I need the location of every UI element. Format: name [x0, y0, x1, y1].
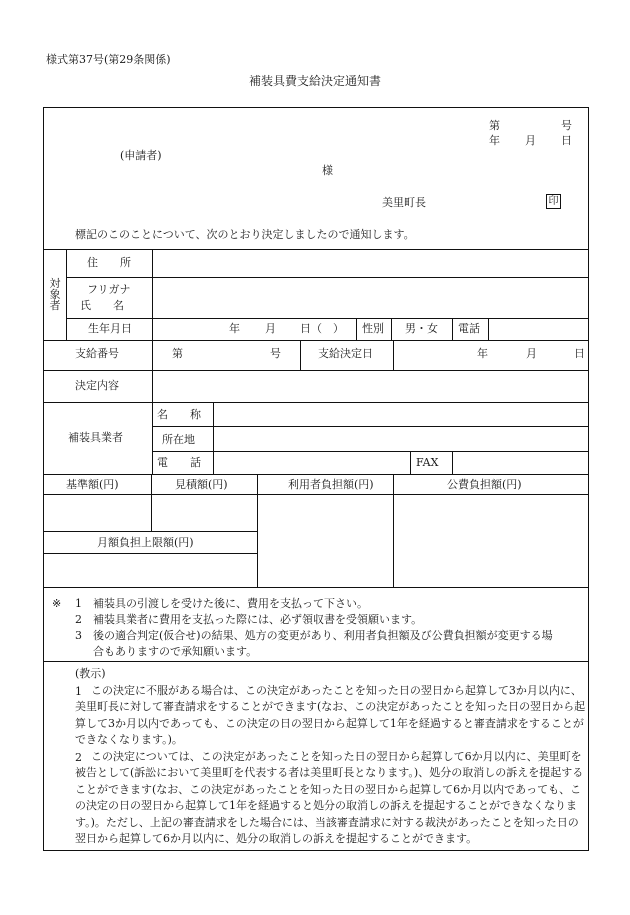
birth-tsuki: 月 [265, 322, 276, 335]
teaching-2-text: この決定については、この決定があったことを知った日の翌日から起算して6か月以内に、美里町を被告として(訴訟において美里町を代表する者は美里町長となります。)、処分の取消しの訴えを提起することができます(なお、この決定があったことを知った日の翌日から起算して6か月以内であっても、この決定の日の翌日から起算して1年を経過すると処分の取消しの訴えを提起することができなくなります。)。ただし、上記の審査請求をした場合には、当該審査請求に対する裁決があったことを知った日の翌日から起算して6か月以内に、処分の取消しの訴えを提起することができます。 [75, 750, 584, 846]
applicant-sama: 様 [322, 164, 333, 177]
payment-tsuki: 月 [526, 347, 537, 360]
document-title: 補装具費支給決定通知書 [248, 74, 381, 88]
birth-hi: 日（ ） [300, 322, 344, 335]
sex-label: 性別 [362, 322, 384, 335]
rule-vendor-label-col [152, 402, 153, 474]
decision-label: 決定内容 [75, 379, 119, 392]
notes-mark: ※ [52, 597, 62, 610]
rule-amount-row-bottom [43, 531, 257, 532]
rule-subject-group [66, 249, 67, 340]
vendor-fax-label: FAX [416, 456, 439, 469]
rule-header-bottom [43, 249, 589, 250]
subject-group-label: 対象者 [49, 277, 61, 312]
rule-vendor-bottom [43, 474, 589, 475]
birth-nen: 年 [229, 322, 240, 335]
teaching-1-num: 1 [75, 685, 82, 698]
rule-phone-label-left [452, 318, 453, 340]
vendor-name-label: 名 称 [157, 408, 201, 421]
issuer-name: 美里町長 [382, 196, 426, 209]
rule-payment-mid [300, 340, 301, 370]
rule-vendor-sub-col [213, 402, 214, 474]
header-go: 号 [561, 119, 572, 132]
vendor-location-label: 所在地 [162, 433, 195, 446]
seal-mark: 印 [546, 194, 561, 209]
rule-sex-value-left [391, 318, 392, 340]
header-dai: 第 [489, 119, 500, 132]
rule-phone-value-left [488, 318, 489, 340]
rule-cap-header-bottom [43, 553, 257, 554]
note-2-text: 補装具業者に費用を支払った際には、必ず領収書を受領願います。 [93, 613, 423, 626]
vendor-phone-label: 電 話 [157, 456, 201, 469]
form-number: 様式第37号(第29条関係) [46, 53, 171, 66]
payment-date-label: 支給決定日 [318, 347, 373, 360]
rule-vendor-name-bottom [152, 426, 589, 427]
note-1-text: 補装具の引渡しを受けた後に、費用を支払って下さい。 [93, 597, 368, 610]
rule-notes-bottom [43, 661, 589, 662]
intro-text: 標記のこのことについて、次のとおり決定しましたので通知します。 [75, 228, 415, 241]
standard-amount-header: 基準額(円) [66, 478, 119, 491]
note-2-num: 2 [75, 613, 82, 626]
user-burden-header: 利用者負担額(円) [288, 478, 374, 491]
rule-vendor-location-bottom [152, 451, 589, 452]
phone-label: 電話 [458, 322, 480, 335]
teaching-1-text: この決定に不服がある場合は、この決定があったことを知った日の翌日から起算して3か月以内に、美里町長に対して審査請求をすることができます(なお、この決定があったことを知った日の翌日から起算して3か月以内であっても、この決定の日の翌日から起算して1年を経過すると審査請求をすることができなくなります。)。 [75, 684, 586, 747]
header-nen: 年 [489, 134, 500, 147]
rule-fax-left [410, 451, 411, 474]
payment-dai: 第 [172, 347, 183, 360]
sex-value: 男・女 [405, 322, 438, 335]
rule-name-bottom [66, 318, 589, 319]
rule-amount-col3 [393, 474, 394, 587]
furigana-label: フリガナ [87, 283, 131, 296]
payment-go: 号 [270, 347, 281, 360]
header-hi: 日 [561, 134, 572, 147]
applicant-label: (申請者) [120, 149, 162, 162]
rule-amount-col1 [151, 474, 152, 531]
birth-label: 生年月日 [88, 322, 132, 335]
payment-hi: 日 [574, 347, 585, 360]
estimate-amount-header: 見積額(円) [175, 478, 228, 491]
name-label: 氏 名 [80, 299, 124, 312]
header-tsuki: 月 [525, 134, 536, 147]
teaching-2-num: 2 [75, 751, 82, 764]
note-3-text-cont: 合もありますので承知願います。 [93, 645, 258, 658]
rule-address-bottom [66, 277, 589, 278]
teaching-heading: (教示) [75, 667, 106, 680]
vendor-label: 補装具業者 [68, 431, 123, 444]
address-label: 住 所 [87, 256, 131, 269]
monthly-cap-header: 月額負担上限額(円) [97, 536, 194, 549]
public-burden-header: 公費負担額(円) [447, 478, 522, 491]
rule-subject-bottom [43, 340, 589, 341]
rule-payment-date-left [393, 340, 394, 370]
rule-fax-right [452, 451, 453, 474]
payment-nen: 年 [477, 347, 488, 360]
note-1-num: 1 [75, 597, 82, 610]
rule-decision-bottom [43, 402, 589, 403]
rule-label-col [152, 249, 153, 402]
payment-number-label: 支給番号 [75, 347, 119, 360]
rule-sex-label-left [356, 318, 357, 340]
rule-amount-col2 [257, 474, 258, 587]
rule-amount-header-bottom [43, 494, 589, 495]
rule-payment-bottom [43, 370, 589, 371]
note-3-text: 後の適合判定(仮合せ)の結果、処方の変更があり、利用者負担額及び公費負担額が変更する場 [93, 629, 553, 642]
note-3-num: 3 [75, 629, 82, 642]
rule-amounts-bottom [43, 587, 589, 588]
